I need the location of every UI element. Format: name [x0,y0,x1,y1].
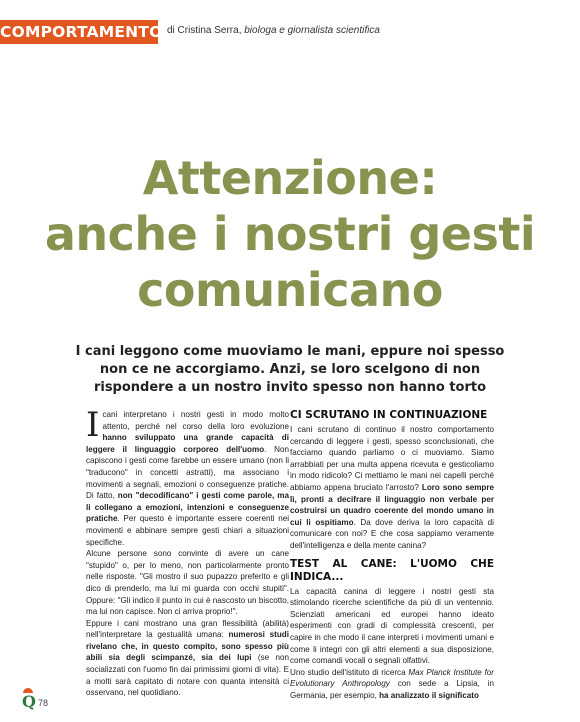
text-run: . Non capiscono i gesti come farebbe un essere umano (non li "traducono" in concetti astratti), ma associano i movimenti a segnali, emozioni o conseguenze pratiche. Di fatto, [86,444,289,501]
text-bold: numerosi studi rivelano che, in questo compito, sono spesso più abili sia degli scimpanzé, sia dei lupi [86,630,289,663]
byline [167,25,380,36]
text-italic: Max Planck Institute for Evolutionary Anthropology [290,667,495,689]
paragraph [86,405,290,548]
paragraph [290,424,494,552]
paragraph: La capacità canina di leggere i nostri gesti sta stimolando ricerche scientifiche da più di un ventennio. Scienziati americani ed europei hanno ideato esperimenti con gradi di complessità crescenti, per capire in che modo il cane interpreti i movimenti umani e come li integri con gli altri elementi a sua disposizione, come comandi vocali o segnali olfattivi. [290,586,494,666]
subheading: TEST AL CANE: L'UOMO CHE INDICA... [290,557,494,583]
byline-role: biologa e giornalista scientifica [244,25,380,36]
text-run: (se non socializzati con l'uomo fin dai primissimi giorni di vita). E a molti sarà capitato di notare con quanta intensità ci osservano, nel quotidiano. [86,653,289,698]
text-bold: non "decodificano" i gesti come parole, ma li collegano a emozioni, intenzioni e conseguenze pratiche [86,491,290,524]
article-title [0,150,580,318]
text-run: Uno studio dell'istituto di ricerca [290,667,409,677]
text-run: . Per questo è importante essere coerenti nei movimenti e abbinare sempre gesti chiari a situazioni specifiche. [86,514,289,547]
text-run: . Da dove deriva la loro capacità di comunicare con noi? E che cosa sappiamo veramente dell'intelligenza e della mente canina? [290,517,494,550]
magazine-logo: Q [22,692,36,711]
paragraph: Alcune persone sono convinte di avere un cane "stupido" o, per lo meno, non particolarmente pronto nelle risposte. "Gli mostro il suo pupazzo preferito e gli dico di prenderlo, ma lui mi guarda con occhi stupiti". Oppure: "Gli indico il punto in cui è nascosto un biscotto, ma lui non capisce. Non ci arriva proprio!". [86,549,289,617]
text-run: I cani scrutano di continuo il nostro comportamento cercando di leggere i gesti, spesso sconclusionati, che facciamo quando parliamo o ci muoviamo. Siamo arrabbiati per una multa appena ricevuta e gesticoliamo in modo ridicolo? Ci mettiamo le mani nei capelli perché abbiamo appena bruciato l'arrosto? [290,425,494,492]
text-run: cani interpretano i nostri gesti in modo molto attento, perché nel corso della loro evoluzione [102,410,289,431]
article-deck: I cani leggono come muoviamo le mani, eppure noi spesso non ce ne accorgiamo. Anzi, se loro scelgono di non rispondere a un nostro invito spesso non hanno torto [75,344,505,395]
title-line-3: comunicano [137,263,443,317]
page-number: 78 [38,698,49,708]
title-line-2: anche i nostri gesti [44,207,536,261]
byline-author: di Cristina Serra, [167,25,242,36]
text-bold: Loro sono sempre lì, pronti a decifrare il linguaggio non verbale per costruirsi un quadro coerente del mondo umano in cui li ospitiamo [290,482,494,527]
text-bold: ha analizzato il significato [379,690,479,700]
body-column-left [86,405,290,699]
text-bold: hanno sviluppato una grande capacità di leggere il linguaggio corporeo dell'uomo [86,433,289,454]
section-tag: COMPORTAMENTO [0,20,158,44]
paragraph [290,667,494,702]
text-run: con sede a Lipsia, in Germania, per esempio, [290,679,494,700]
title-line-1: Attenzione: [142,151,438,205]
paragraph [86,618,289,699]
text-run: Eppure i cani mostrano una gran flessibilità (abilità) nell'interpretare la gestualità umana: [86,618,289,640]
subheading: CI SCRUTANO IN CONTINUAZIONE [290,409,488,421]
body-column-right [290,409,494,701]
drop-cap: I [86,405,100,445]
